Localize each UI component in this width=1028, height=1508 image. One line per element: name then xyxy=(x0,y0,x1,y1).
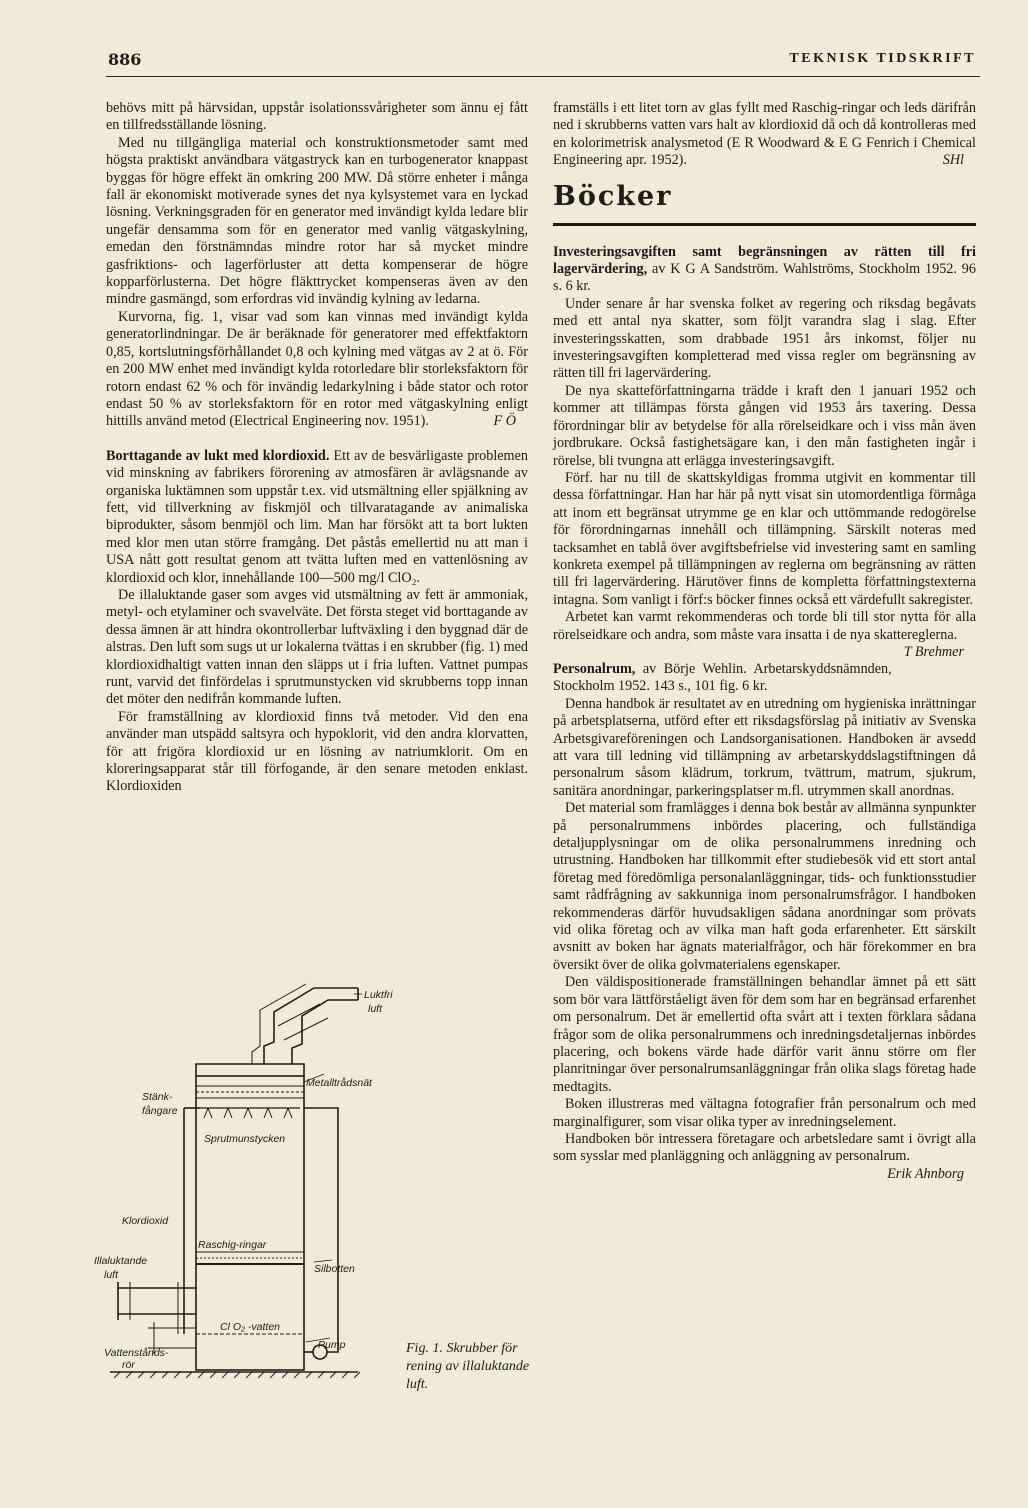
book-title: Investeringsavgiften samt begränsningen av rätten till fri lagervärdering, xyxy=(553,243,976,278)
paragraph: De illaluktande gaser som avges vid utsmältning av fett är ammoniak, metyl- och etylaminer och svavelväte. Det första steget vid borttagande av dessa ämnen är att hindra okontrollerbar luftväxling i den byggnad där de alstras. Den luft som sugs ut ur lokalerna tvättas i en skrubber (fig. 1) med klordioxidhaltigt vatten innan den släpps ut i fria luften. Vattnet pumpas runt, varvid det finfördelas i sprutmunstycken vid skrubberns topp innan det möter den nedifrån kommande luften. xyxy=(106,586,528,708)
paragraph xyxy=(553,100,976,170)
label-metalltradsnat: Metalltrådsnät xyxy=(306,1077,372,1089)
paragraph-text: Ett av de besvärligaste problemen vid minskning av fabrikers förorening av atmosfären är avlägsnande av organiska luktämnen som uppstår t.ex. vid utsmältning eller spjälkning av fett, vid tillverkning av fiskmjöl och tillvaratagande av animaliska biprodukter, såsom benmjöl och lim. Man har försökt att ta bort lukten med klor men utan större framgång. Det påstås emellertid nu att man i USA nått gott resultat genom att tvätta luften med en vattenlösning av klordioxid och klor, innehållande 100—500 mg/l ClO₂. xyxy=(106,447,528,586)
label-clo2-vatten: Cl O₂ -vatten xyxy=(220,1321,281,1333)
label-luft-out: luft xyxy=(368,1003,383,1015)
paragraph-text: Kurvorna, fig. 1, visar vad som kan vinnas med invändigt kylda generatorlindningar. De är beräknade för generatorer med effektfaktorn 0,85, kortslutningsförhållandet 0,8 och kylning med vätgas av 2 at ö. För en 200 MW enhet med invändigt kylda rotorledare blir storleksfaktorn för rotorn endast 62 % och för invändig ledarkylning i både stator och rotor endast 50 % av storleksfaktorn för en rotor med vätgaskylning enligt hittills använd metod (Electrical Engineering nov. 1951). xyxy=(106,308,528,430)
label-illaluktande-luft: luft xyxy=(104,1269,119,1281)
paragraph: Med nu tillgängliga material och konstruktionsmetoder samt med högsta praktiskt användbara vätgastryck kan en turbogenerator knappast byggas för högre effekt än omkring 200 MW. Då större enheter i många fall är ekonomiskt motiverade synes det nya kylsystemet vara en lyckad lösning. Verkningsgraden för en generator med invändigt kylda ledare blir ungefär densamma som för en generator med vanlig vätgaskylning, emedan den förstnämndas mindre rotor har så mycket mindre gasfriktions- och lagerförluster att detta kompenserar de högre kopparförlusterna. Det högre fläkttrycket kompenseras även av den mindre gasmängd, som erfordras vid invändig kylning av ledarna. xyxy=(106,134,528,308)
paragraph: Boken illustreras med vältagna fotografier från personalrum och med marginalfigurer, som visar olika typer av inredningselement. xyxy=(553,1096,976,1130)
paragraph: behövs mitt på härvsidan, uppstår isolationssvårigheter som ännu ej fått en tillfredsställande lösning. xyxy=(106,100,528,134)
spray-nozzles xyxy=(204,1108,292,1118)
paragraph-text: Arbetet kan varmt rekommenderas och torde bli till stor nytta för alla rörelseidkare och andra, som måste vara insatta i de nya skattereglerna. xyxy=(553,609,976,643)
label-stankfangare-1: Stänk- xyxy=(142,1091,173,1103)
label-pump: Pump xyxy=(318,1339,346,1351)
author-signature: F Ö xyxy=(493,413,516,430)
label-sprutmunstycken: Sprutmunstycken xyxy=(204,1133,286,1145)
label-klordioxid: Klordioxid xyxy=(122,1215,169,1227)
book-reference xyxy=(553,244,976,296)
book-publication: av K G A Sandström. Wahlströms, Stockholm 1952. 96 s. 6 kr. xyxy=(553,261,976,295)
paragraph: Det material som framlägges i denna bok består av allmänna synpunkter på personalrummens inbördes placering, och fullständiga detaljupplysningar om de olika personalrummens inredning och utrustning. Handboken har tillkommit efter studiebesök vid ett stort antal företag med föredömliga personalanläggningar, tids- och funktionsstudier samt rådfrågning av sakkunniga inom personalrumsfrågor. I handboken rekommenderas därför huvudsakligen sådana anordningar som prövats vid olika företag och av vilka man haft goda erfarenheter. Ett särskilt avsnitt av boken har ägnats materialfrågor, och här förekommer en bra översikt över de olika golvmaterialens egenskaper. xyxy=(553,800,976,973)
book-publication: av Börje Wehlin. Arbetarskyddsnämnden, Stockholm 1952. 143 s., 101 fig. 6 kr. xyxy=(553,660,892,695)
paragraph-text: framställs i ett litet torn av glas fyllt med Raschig-ringar och leds därifrån ned i skrubberns vatten vars halt av klordioxid då och då kontrolleras med en kolorimetrisk analysmetod (E R Woodward & E G Fenrich i Chemical Engineering apr. 1952). xyxy=(553,100,976,169)
article-title: Borttagande av lukt med klordioxid. xyxy=(106,447,330,464)
section-heading: Böcker xyxy=(553,180,673,212)
paragraph: Förf. har nu till de skattskyldigas fromma utgivit en kommentar till dessa författningar. Han har här på nytt visat sin utomordentliga förmåga att inom ett begränsat utrymme ge en klar och uttömmande redogörelse för förordningarnas innehåll och tillämpning. Särskilt noteras med tacksamhet en tablå över avgiftsbefrielse vid investering samt en samling konkreta exempel på tillämpningen av reglerna om begränsning av rätten till fri lagervärdering. Härutöver finns de kompletta författningstexterna intagna. Som vanligt i förf:s böcker finnes också ett värdefullt sakregister. xyxy=(553,469,976,608)
paragraph: Den väldispositionerade framställningen behandlar ämnet på ett sätt som bör vara lättförståeligt även för dem som har en begränsad erfarenhet om personalrum. Det är emellertid ofta svårt att i texten förklara sådana frågor som de olika personalrummens och inredningsdetaljernas inbördes placering, och bokens värde hade därför varit ännu större om fler planritningar över personalrumsanläggningar från olika slags företag hade medtagits. xyxy=(553,974,976,1095)
paragraph xyxy=(553,1130,976,1182)
scrubber-diagram xyxy=(92,982,396,1392)
left-column xyxy=(106,100,528,796)
paragraph xyxy=(106,309,528,431)
return-pipe xyxy=(304,1108,338,1352)
label-illaluktande: Illaluktande xyxy=(94,1255,148,1267)
author-signature: Erik Ahnborg xyxy=(887,1165,964,1182)
figure-caption: Fig. 1. Skrubber för rening av illaluktande luft. xyxy=(406,1341,530,1392)
label-luktfri: Luktfri xyxy=(364,989,393,1001)
paragraph: Under senare år har svenska folket av regering och riksdag begåvats med ett antal nya skatter, som följt varandra slag i slag. Efter investeringsskatten, som drabbade 1951 års inkomst, följer nu investeringsavgiften kompletterad med vissa regler om begränsning av rätten till fri lagervärdering. xyxy=(553,295,976,382)
paragraph: För framställning av klordioxid finns två metoder. Vid den ena använder man utspädd saltsyra och hypoklorit, vid den andra klorvatten, för att frigöra klordioxid ur en lösning av natriumklorit. Om en kloreringsapparat står till förfogande, är den senare metoden enklast. Klordioxiden xyxy=(106,708,528,795)
author-signature: T Brehmer xyxy=(903,643,964,660)
label-vattenstandsror-1: Vattenstånds- xyxy=(104,1347,169,1359)
paragraph: Denna handbok är resultatet av en utredning om hygieniska inrättningar på arbetsplatserna, utförd efter ett riksdagsförslag på initiativ av Svenska Arbetsgivareföreningen och Landsorganisationen. Handboken är avsedd att vara till ledning vid tillämpning av arbetarskyddslagstiftningen då personalrum såsom klädrum, torkrum, tvättrum, matrum, sjukrum, sanitära anordningar, parkeringsplatser m.fl. utrymmen skall anordnas. xyxy=(553,695,976,799)
page-number: 886 xyxy=(108,50,142,69)
book-title: Personalrum, xyxy=(553,660,636,677)
label-stankfangare-2: fångare xyxy=(142,1105,178,1117)
journal-title: TEKNISK TIDSKRIFT xyxy=(789,51,976,66)
article-paragraph xyxy=(106,448,528,587)
right-column xyxy=(553,100,976,1183)
paragraph xyxy=(553,609,976,660)
label-silbotten: Silbotten xyxy=(314,1263,355,1275)
header-rule xyxy=(106,76,980,77)
paragraph-text: Handboken bör intressera företagare och arbetsledare samt i övrigt alla som sysslar med planläggning och anläggning av personalrum. xyxy=(553,1130,976,1165)
scrubber-figure xyxy=(92,982,396,1392)
label-vattenstandsror-2: rör xyxy=(122,1359,135,1371)
label-raschig-ringar: Raschig-ringar xyxy=(198,1239,267,1251)
section-rule xyxy=(553,223,976,226)
book-reference xyxy=(553,661,976,696)
author-signature: SHl xyxy=(942,152,964,169)
paragraph: De nya skatteförfattningarna trädde i kraft den 1 januari 1952 och kommer att tillämpas första gången vid 1953 års taxering. Dessa förordningar blir av betydelse för alla rörelseidkare och i viss mån även jordbrukare. Också fastighetsägare kan, i den mån fastigheten ingår i rörelse, bli tvungna att erlägga investeringsavgift. xyxy=(553,382,976,469)
